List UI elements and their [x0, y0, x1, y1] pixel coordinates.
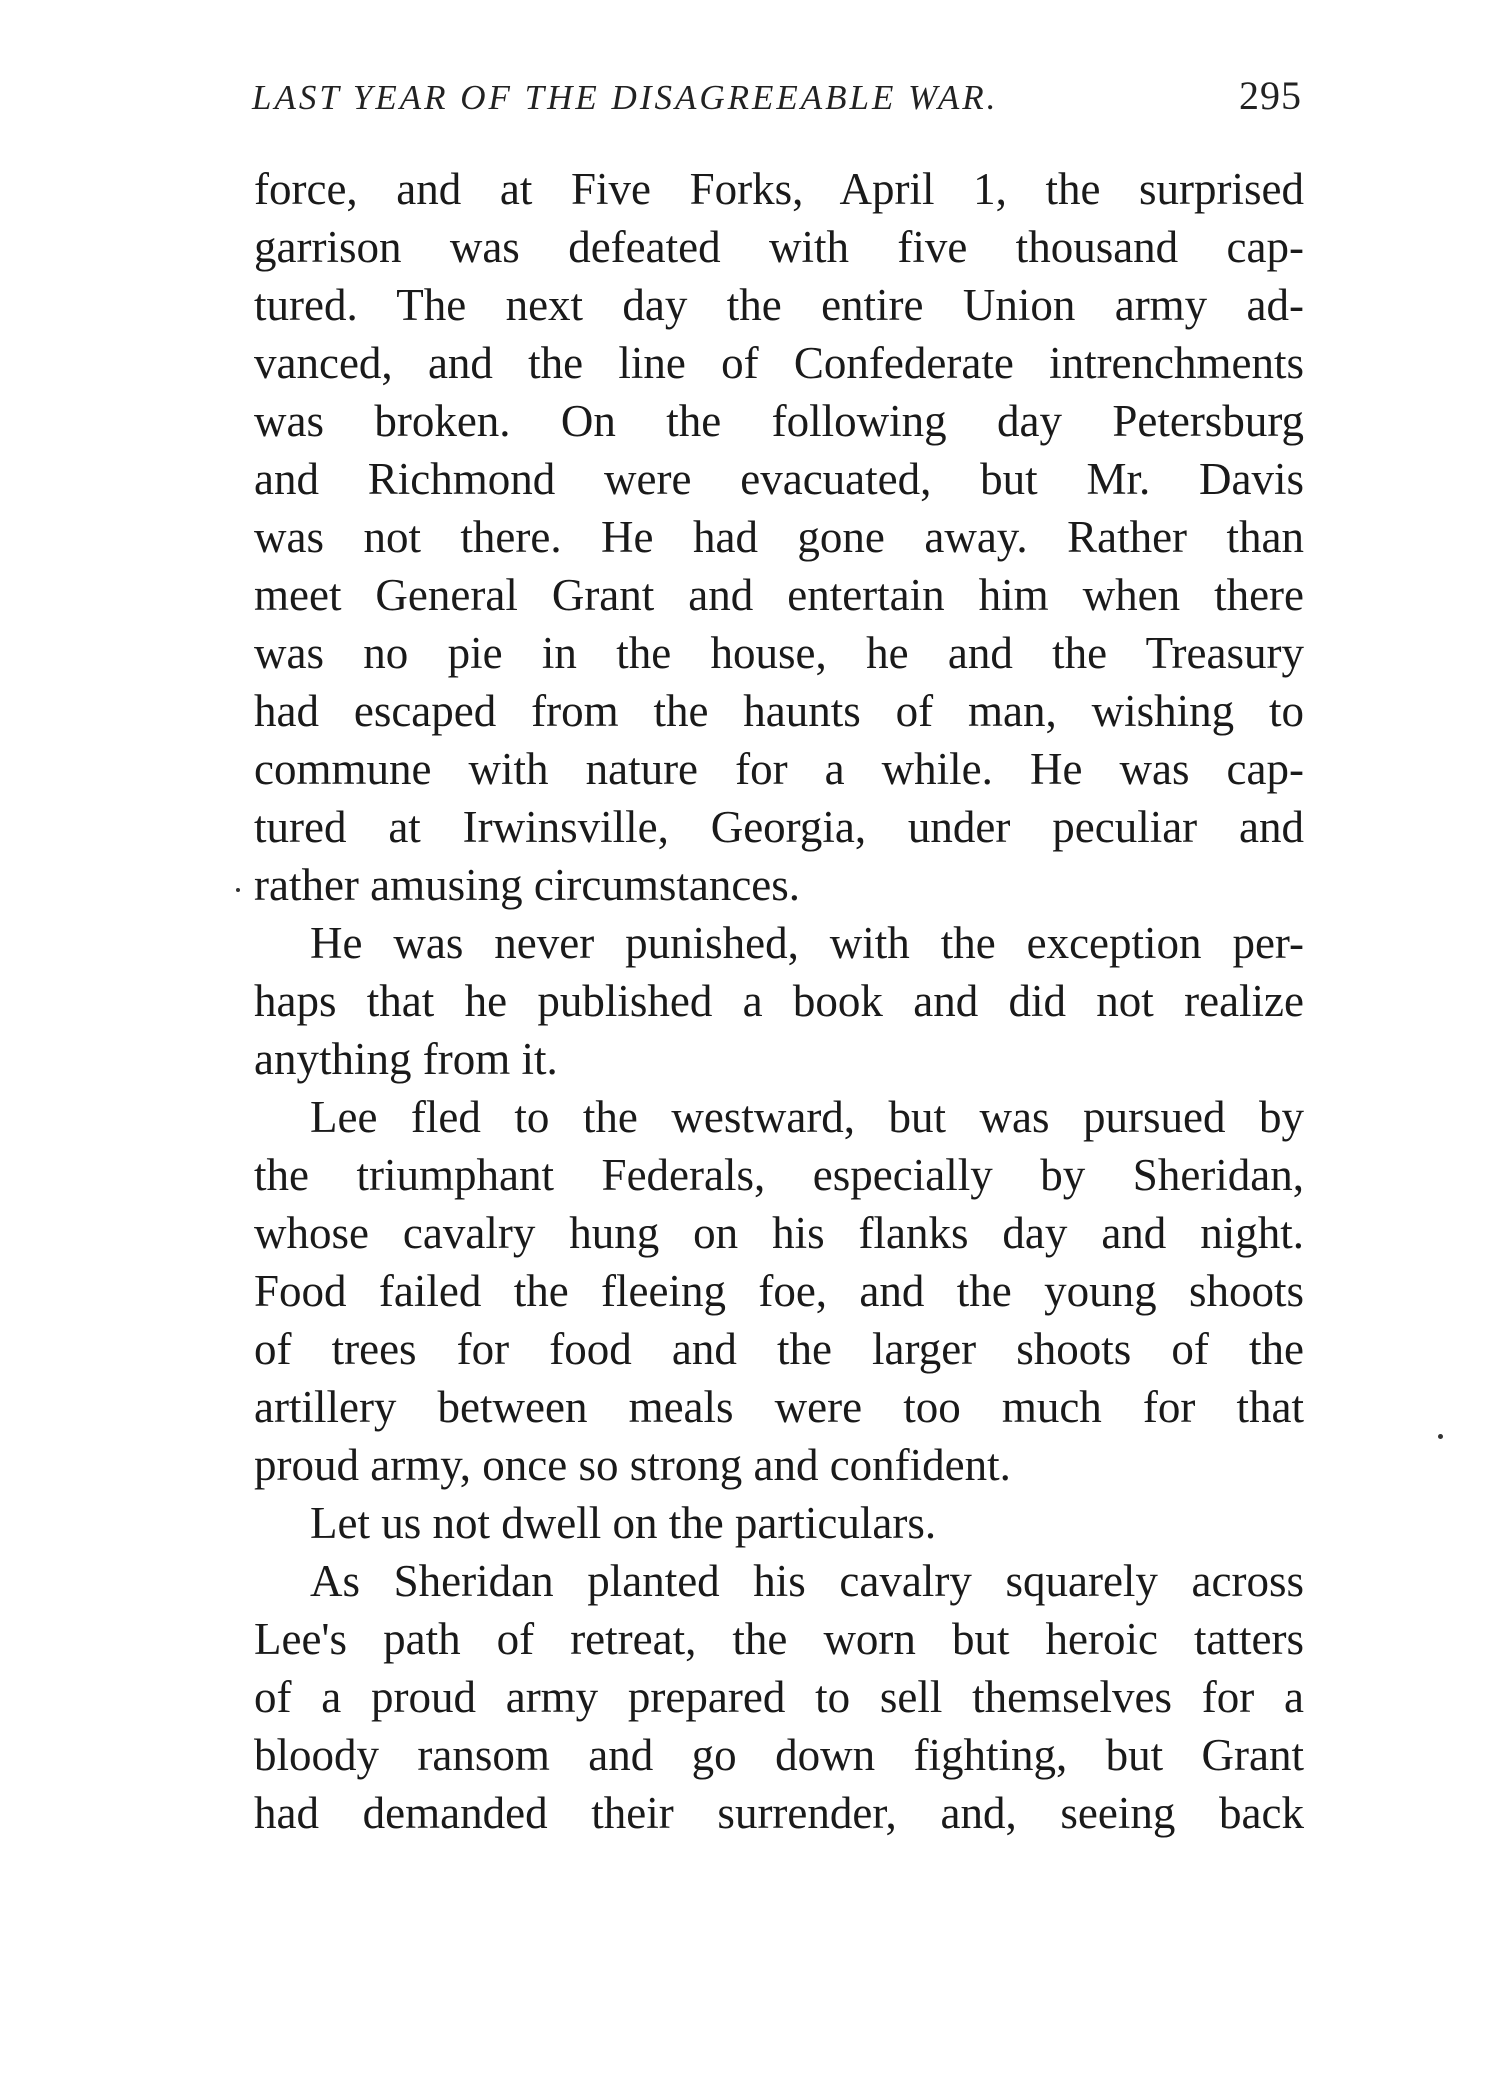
paragraph-start-line: Let us not dwell on the particulars.	[310, 1498, 937, 1548]
text-line: of trees for food and the larger shoots of the	[254, 1324, 1304, 1374]
scan-speck	[1438, 1434, 1443, 1439]
text-line: was broken. On the following day Petersburg	[254, 396, 1304, 446]
paragraph-start-line: He was never punished, with the exception per-	[310, 918, 1304, 968]
text-line: meet General Grant and entertain him when there	[254, 570, 1304, 620]
paragraph-start-line: Lee fled to the westward, but was pursued by	[310, 1092, 1304, 1142]
text-line: garrison was defeated with five thousand cap-	[254, 222, 1304, 272]
text-line: was no pie in the house, he and the Treasury	[254, 628, 1304, 678]
text-line: commune with nature for a while. He was cap-	[254, 744, 1304, 794]
text-line: force, and at Five Forks, April 1, the surprised	[254, 164, 1304, 214]
text-line: had demanded their surrender, and, seeing back	[254, 1788, 1304, 1838]
text-line: tured at Irwinsville, Georgia, under peculiar and	[254, 802, 1304, 852]
text-line: bloody ransom and go down fighting, but Grant	[254, 1730, 1304, 1780]
text-line: tured. The next day the entire Union army ad-	[254, 280, 1304, 330]
text-line: rather amusing circumstances.	[254, 860, 801, 910]
text-line: haps that he published a book and did not realize	[254, 976, 1304, 1026]
text-line: vanced, and the line of Confederate intrenchments	[254, 338, 1304, 388]
paragraph-start-line: As Sheridan planted his cavalry squarely across	[310, 1556, 1304, 1606]
body-text	[254, 160, 1304, 1842]
text-line: anything from it.	[254, 1034, 558, 1084]
text-line: artillery between meals were too much for that	[254, 1382, 1304, 1432]
running-head	[252, 72, 1302, 124]
text-line: Food failed the fleeing foe, and the young shoots	[254, 1266, 1304, 1316]
text-line: Lee's path of retreat, the worn but heroic tatters	[254, 1614, 1304, 1664]
text-line: proud army, once so strong and confident.	[254, 1440, 1011, 1490]
running-title: LAST YEAR OF THE DISAGREEABLE WAR.	[252, 78, 999, 117]
text-line: was not there. He had gone away. Rather than	[254, 512, 1304, 562]
text-line: of a proud army prepared to sell themselves for a	[254, 1672, 1304, 1722]
page-number: 295	[1239, 73, 1302, 118]
text-line: whose cavalry hung on his flanks day and night.	[254, 1208, 1304, 1258]
scan-speck	[236, 888, 240, 892]
text-line: had escaped from the haunts of man, wishing to	[254, 686, 1304, 736]
text-line: the triumphant Federals, especially by Sheridan,	[254, 1150, 1304, 1200]
text-line: and Richmond were evacuated, but Mr. Davis	[254, 454, 1304, 504]
